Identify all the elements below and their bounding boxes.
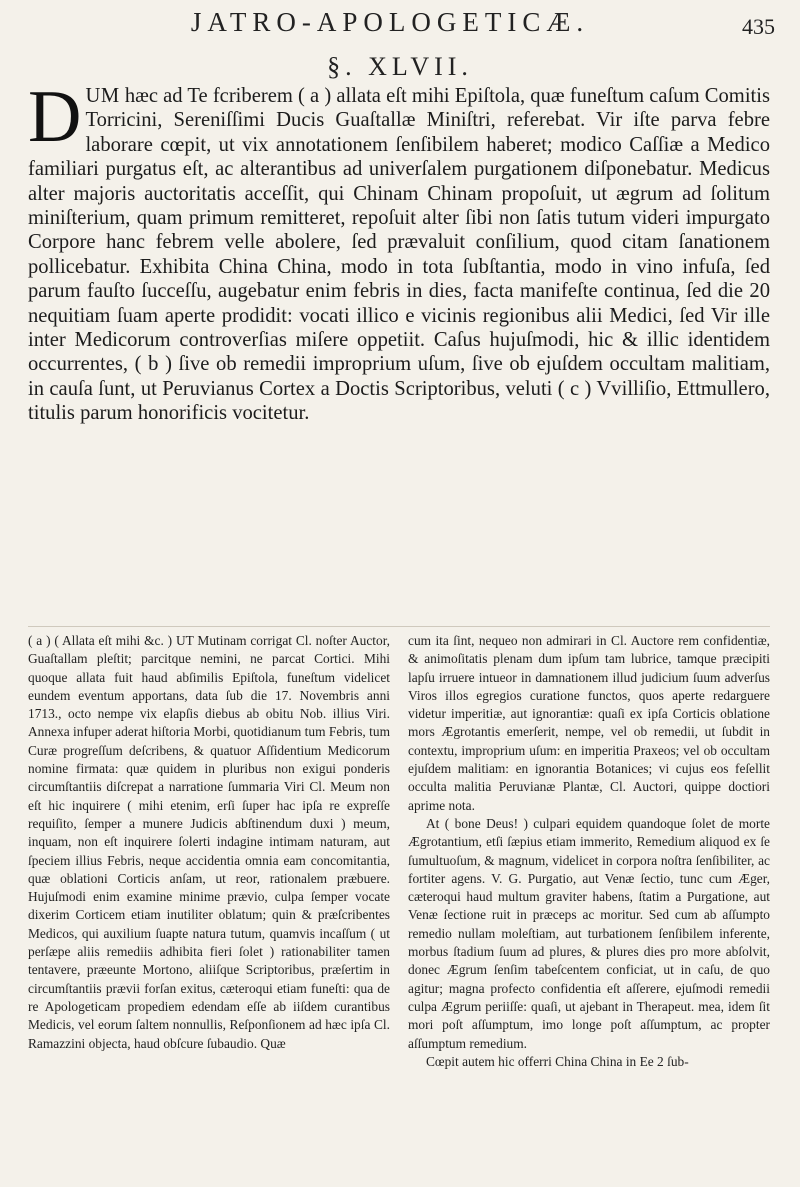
footnote-right-para-2: At ( bone Deus! ) culpari equidem quandoque ſolet de morte Ægrotantium, etſi ſæpius etiam immerito, Remedium aliquod ex ſe ſumultuoſum, & magnum, videlicet in corpora noſtra ſenſibiliter, ac fortiter agens. V. G. Purgatio, aut Venæ ſectio, tunc cum Æger, cæteroqui haud multum graviter habens, ſtatim a Purgatione, aut Venæ ſectione ruit in præceps ac moritur. Sed cum ab aſſumpto remedio nullam moleſtiam, aut turbationem ſenſibilem inferente, morbus ſtadium ſuum ad plures, & plures dies pro more abſolvit, donec Ægrum ſenſim tabeſcentem conficiat, ut in caſu, de quo agitur; magna profecto confidentia eſt aſſerere, ejuſmodi remedii culpa Ægrum periiſſe: quaſi, ut ajebant in Therapeut. mea, idem ſit mori poſt aſſumptum, imo longe poſt aſſumptum, ac propter aſſumptum remedium. bbox=[408, 815, 770, 1051]
footnote-right-para-1: cum ita ſint, nequeo non admirari in Cl. Auctore rem confidentiæ, & animoſitatis plenam dum ipſum tam lubrice, tamque præcipiti lapſu irruere intueor in damnationem illud judicium ſuum adverſus Viros illos egregios curatione functos, quos aperte redarguere videtur imperitiæ, aut ignorantiæ: quaſi ex ipſa Corticis oblatione mors Ægrotantis emerſerit, nempe, vel ob remedii, ut ſubdit in contextu, improprium uſum: en imperitia Praxeos; vel ob occultam ejuſdem malitiam: en ignorantia Botanices; vi cujus eos feſellit occulta malitia Peruvianæ Plantæ, Cl. Auctori, quippe doctiori aprime nota. bbox=[408, 633, 770, 813]
page-number: 435 bbox=[742, 14, 775, 39]
drop-cap: D bbox=[28, 76, 82, 158]
footnote-column-right bbox=[408, 632, 770, 1071]
main-paragraph-text: hæc ad Te fcriberem ( a ) allata eſt mihi Epiſtola, quæ funeſtum caſum Comitis Torricini, Sereniſſimi Ducis Guaſtallæ Miniſtri, referebat. Vir iſte parva febre laborare cœpit, ut vix annotationem ſenſibilem haberet; modico Caſſiæ a Medico familiari purgatus eſt, ac alterantibus ad univerſalem purgationem diſponebatur. Medicus alter majoris auctoritatis acceſſit, qui Chinam Chinam propoſuit, ut ægrum ad ſolitum miniſterium, quam primum remitteret, repoſuit alter ſibi non ſatis tutum videri impurgato Corpore hanc febrem velle abolere, ſed prævaluit conſilium, quod citam ſanationem pollicebatur. Exhibita China China, modo in tota ſubſtantia, modo in vino infuſa, ſed parum fauſto ſucceſſu, augebatur enim febris in dies, facta manifeſte continua, ſed die 20 nequitiam ſuam aperte prodidit: vocati illico e vicinis regionibus alii Medici, ſed Vir ille inter Medicorum controverſias miſere oppetiit. Caſus hujuſmodi, hic & illic identidem occurrentes, ( b ) ſive ob remedii improprium uſum, ſive ob ejuſdem occultam malitiam, in cauſa ſunt, ut Peruvianus Cortex a Doctis Scriptoribus, veluti ( c ) Vvilliſio, Ettmullero, titulis parum honorificis vocitetur. bbox=[28, 85, 770, 425]
main-paragraph bbox=[28, 76, 770, 426]
footnote-right-para-3: Cœpit autem hic offerri China China in Ee 2 ſub- bbox=[426, 1053, 689, 1069]
drop-cap-continuation: UM bbox=[85, 85, 120, 107]
footnote-divider bbox=[28, 626, 770, 627]
section-heading: §. XLVII. bbox=[327, 52, 473, 81]
running-title: JATRO-APOLOGETICÆ. bbox=[190, 7, 590, 37]
footnote-column-left bbox=[28, 632, 390, 1053]
footnote-a-text: ( a ) ( Allata eſt mihi &c. ) UT Mutinam corrigat Cl. noſter Auctor, Guaſtallam pleſtit; parcitque nemini, ne parcat Cortici. Mihi quoque allata fuit haud abſimilis Epiſtola, funeſtum videlicet eundem eventum apportans, data ſub die 17. Novembris anni 1713., octo nempe vix elapſis diebus ab obitu Nob. illius Viri. Annexa infuper aderat hiſtoria Morbi, quotidianum tum Febris, tum Curæ progreſſum deſcribens, & quatuor Aſſidentium Medicorum nomine firmata: quæ quidem in pluribus non exigui ponderis circumſtantiis diſcrepat a narratione ſummaria Viri Cl. Meum non eſt hic inquirere ( mihi etenim, erſi ſuper hac ipſa re expreſſe requiſito, ſemper a munere Judicis abſtinendum duxi ) meum, inquam, non eſt inquirere ſolerti indagine intimam naturam, aut ſpeciem illius Febris, neque accidentia omnia eam concomitantia, quæ oblationi Corticis anſam, ut reor, rationalem præbuere. Hujuſmodi enim examine minime prævio, culpa ſemper vocate dixerim Corticem etiam inutiliter oblatum; quin & præſcribentes Medicos, qui auxilium ſuapte natura tutum, quamvis incaſſum ( ut perſæpe aliis remediis adhibita fieri ſolet ) rationabiliter tamen tentavere, præeunte Mortono, aliiſque Scriptoribus, præſertim in circumſtantiis prævii forſan exitus, cæteroqui etiam funeſti: qua de re Apologeticam propediem edendam eſſe ab iiſdem curantibus Medicis, vel eorum ſaltem nonnullis, Reſponſionem ad hæc ipſa Cl. Ramazzini objecta, haud obſcure ſubaudio. Quæ bbox=[28, 633, 390, 1051]
